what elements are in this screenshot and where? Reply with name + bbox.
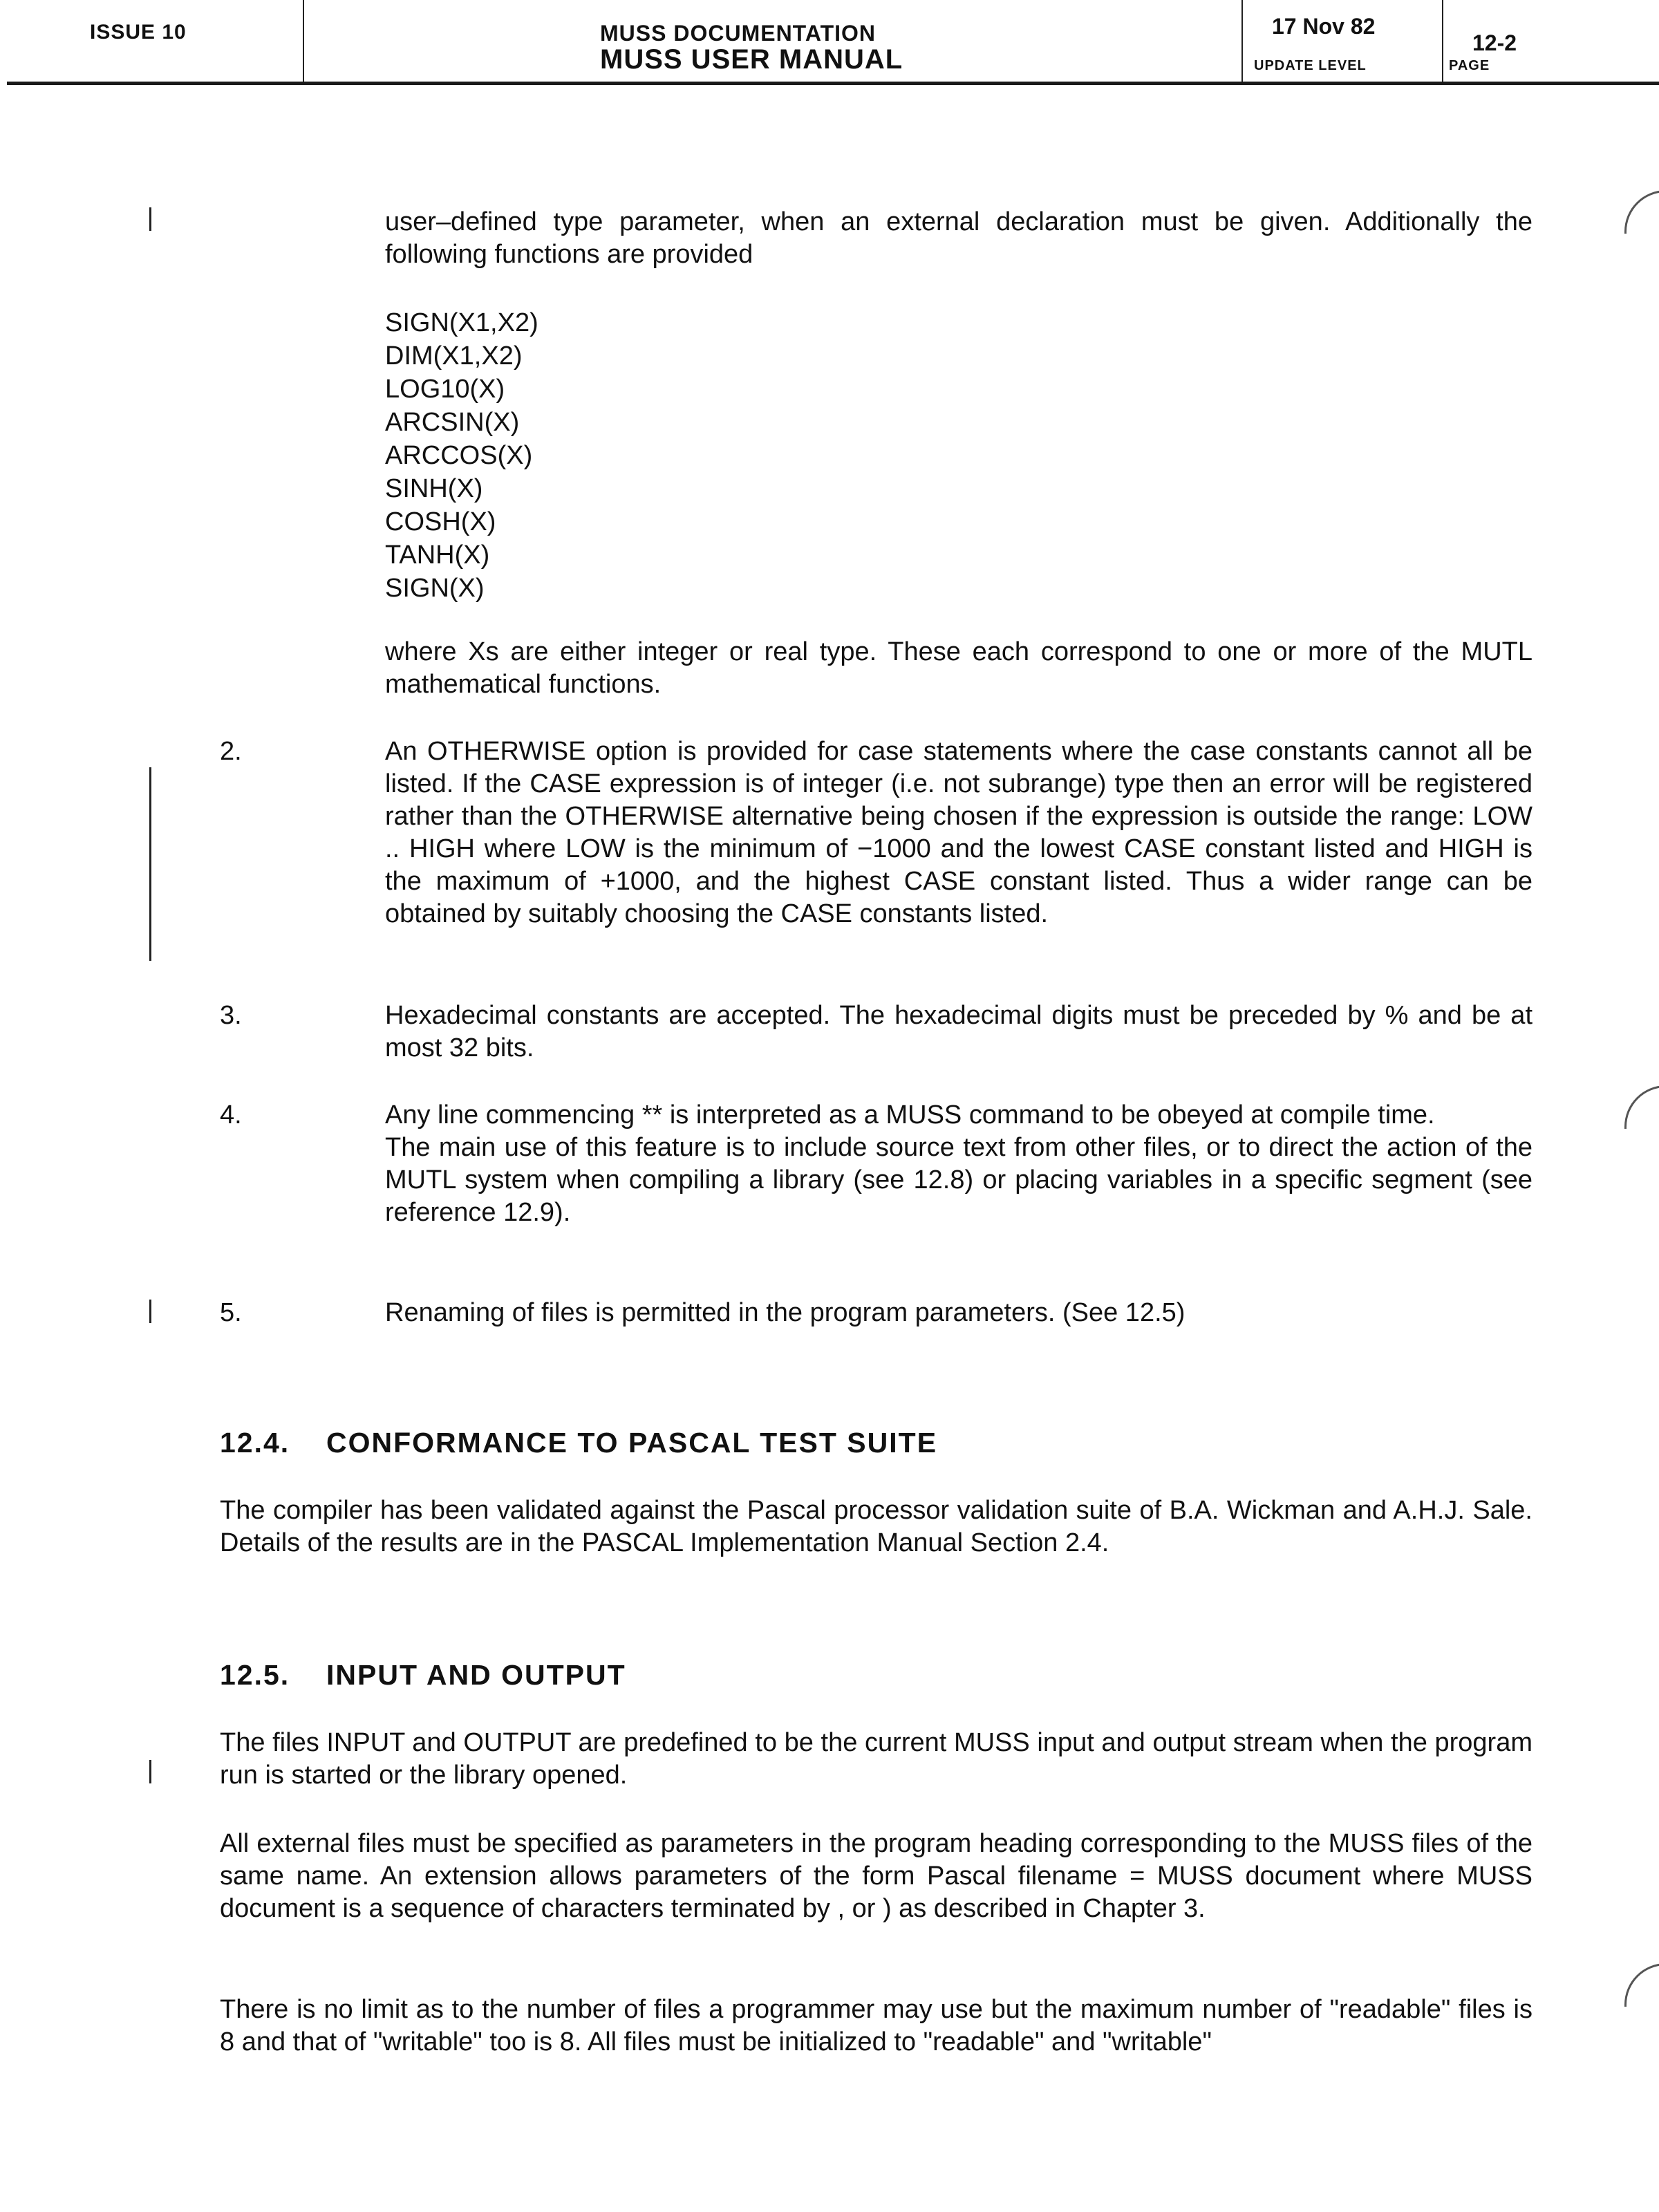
section-title: INPUT AND OUTPUT <box>326 1659 626 1691</box>
issue-number: ISSUE 10 <box>90 21 187 44</box>
update-date: 17 Nov 82 <box>1272 14 1376 39</box>
header-divider <box>1442 0 1443 82</box>
intro-text: user–defined type parameter, when an external declaration must be given. Additionally the following functions are provided <box>385 207 1533 269</box>
item-text: An OTHERWISE option is provided for case statements where the case constants cannot all be listed. If the CASE expression is of integer (i.e. not subrange) type then an error will be registered rather than the OTHERWISE alternative being chosen if the expression is outside the range: LOW .. HIGH where LOW is the minimum of −1000 and the lowest CASE constant listed and HIGH is the maximum of +1000, and the highest CASE constant listed. Thus a wider range can be obtained by suitably choosing the CASE constants listed. <box>385 737 1533 928</box>
item-number: 5. <box>220 1298 242 1327</box>
section-paragraph <box>220 1494 1533 1559</box>
update-level-label: UPDATE LEVEL <box>1254 58 1367 73</box>
change-bar <box>149 767 151 961</box>
function-item: ARCCOS(X) <box>385 441 533 470</box>
item-text: Any line commencing ** is interpreted as a MUSS command to be obeyed at compile time. <box>385 1100 1435 1130</box>
doc-title-line2: MUSS USER MANUAL <box>600 44 903 75</box>
section-title: CONFORMANCE TO PASCAL TEST SUITE <box>326 1427 938 1459</box>
header-divider <box>303 0 304 82</box>
item-text: Renaming of files is permitted in the program parameters. (See 12.5) <box>385 1298 1185 1327</box>
change-bar <box>149 1760 151 1783</box>
punch-hole-mark <box>1624 190 1659 234</box>
section-number: 12.4. <box>220 1427 290 1459</box>
page-header <box>0 0 1659 88</box>
list-item <box>385 735 1533 930</box>
function-item: DIM(X1,X2) <box>385 341 523 371</box>
page-number: 12-2 <box>1472 30 1517 55</box>
item-number: 2. <box>220 737 242 766</box>
section-heading <box>220 1427 937 1459</box>
function-item: SINH(X) <box>385 474 483 503</box>
header-divider <box>1241 0 1243 82</box>
punch-hole-mark <box>1624 1963 1659 2007</box>
function-item: SIGN(X1,X2) <box>385 308 538 337</box>
section-heading <box>220 1659 626 1691</box>
list-item <box>385 1297 1533 1329</box>
function-item: COSH(X) <box>385 507 496 536</box>
section-paragraph <box>220 1727 1533 1792</box>
section-number: 12.5. <box>220 1659 290 1691</box>
section-paragraph <box>220 1828 1533 1925</box>
intro-after-text: where Xs are either integer or real type. These each correspond to one or more of the MUTL mathematical functions. <box>385 637 1533 699</box>
paragraph-text: All external files must be specified as parameters in the program heading corresponding to the MUSS files of the same name. An extension allows parameters of the form Pascal filename = MUSS document where MUSS document is a sequence of characters terminated by , or ) as described in Chapter 3. <box>220 1829 1533 1923</box>
function-item: TANH(X) <box>385 541 490 570</box>
item-number: 3. <box>220 1001 242 1030</box>
paragraph-text: The compiler has been validated against the Pascal processor validation suite of B.A. Wickman and A.H.J. Sale. Details of the results are in the PASCAL Implementation Manual Section 2.4. <box>220 1496 1533 1557</box>
paragraph-text: The files INPUT and OUTPUT are predefined to be the current MUSS input and output stream when the program run is started or the library opened. <box>220 1728 1533 1790</box>
header-rule <box>7 82 1659 85</box>
list-item <box>385 1099 1533 1229</box>
function-item: LOG10(X) <box>385 375 505 404</box>
punch-hole-mark <box>1624 1085 1659 1129</box>
list-item <box>385 1000 1533 1065</box>
change-bar <box>149 1300 151 1323</box>
function-item: ARCSIN(X) <box>385 408 520 437</box>
intro-after-paragraph <box>385 636 1533 701</box>
change-bar <box>149 207 151 231</box>
function-list <box>385 306 538 605</box>
section-paragraph <box>220 1994 1533 2059</box>
intro-paragraph <box>385 206 1533 271</box>
document-title <box>600 22 903 73</box>
paragraph-text: There is no limit as to the number of files a programmer may use but the maximum number of "readable" files is 8 and that of "writable" too is 8. All files must be initialized to "readable" and "writable" <box>220 1995 1533 2056</box>
item-text-continued: The main use of this feature is to include source text from other files, or to direct the action of the MUTL system when compiling a library (see 12.8) or placing variables in a specific segment (see reference 12.9). <box>385 1133 1533 1227</box>
page-label: PAGE <box>1449 58 1490 73</box>
function-item: SIGN(X) <box>385 574 485 603</box>
doc-title-line1: MUSS DOCUMENTATION <box>600 21 877 46</box>
item-text: Hexadecimal constants are accepted. The hexadecimal digits must be preceded by % and be at most 32 bits. <box>385 1001 1533 1062</box>
item-number: 4. <box>220 1100 242 1130</box>
